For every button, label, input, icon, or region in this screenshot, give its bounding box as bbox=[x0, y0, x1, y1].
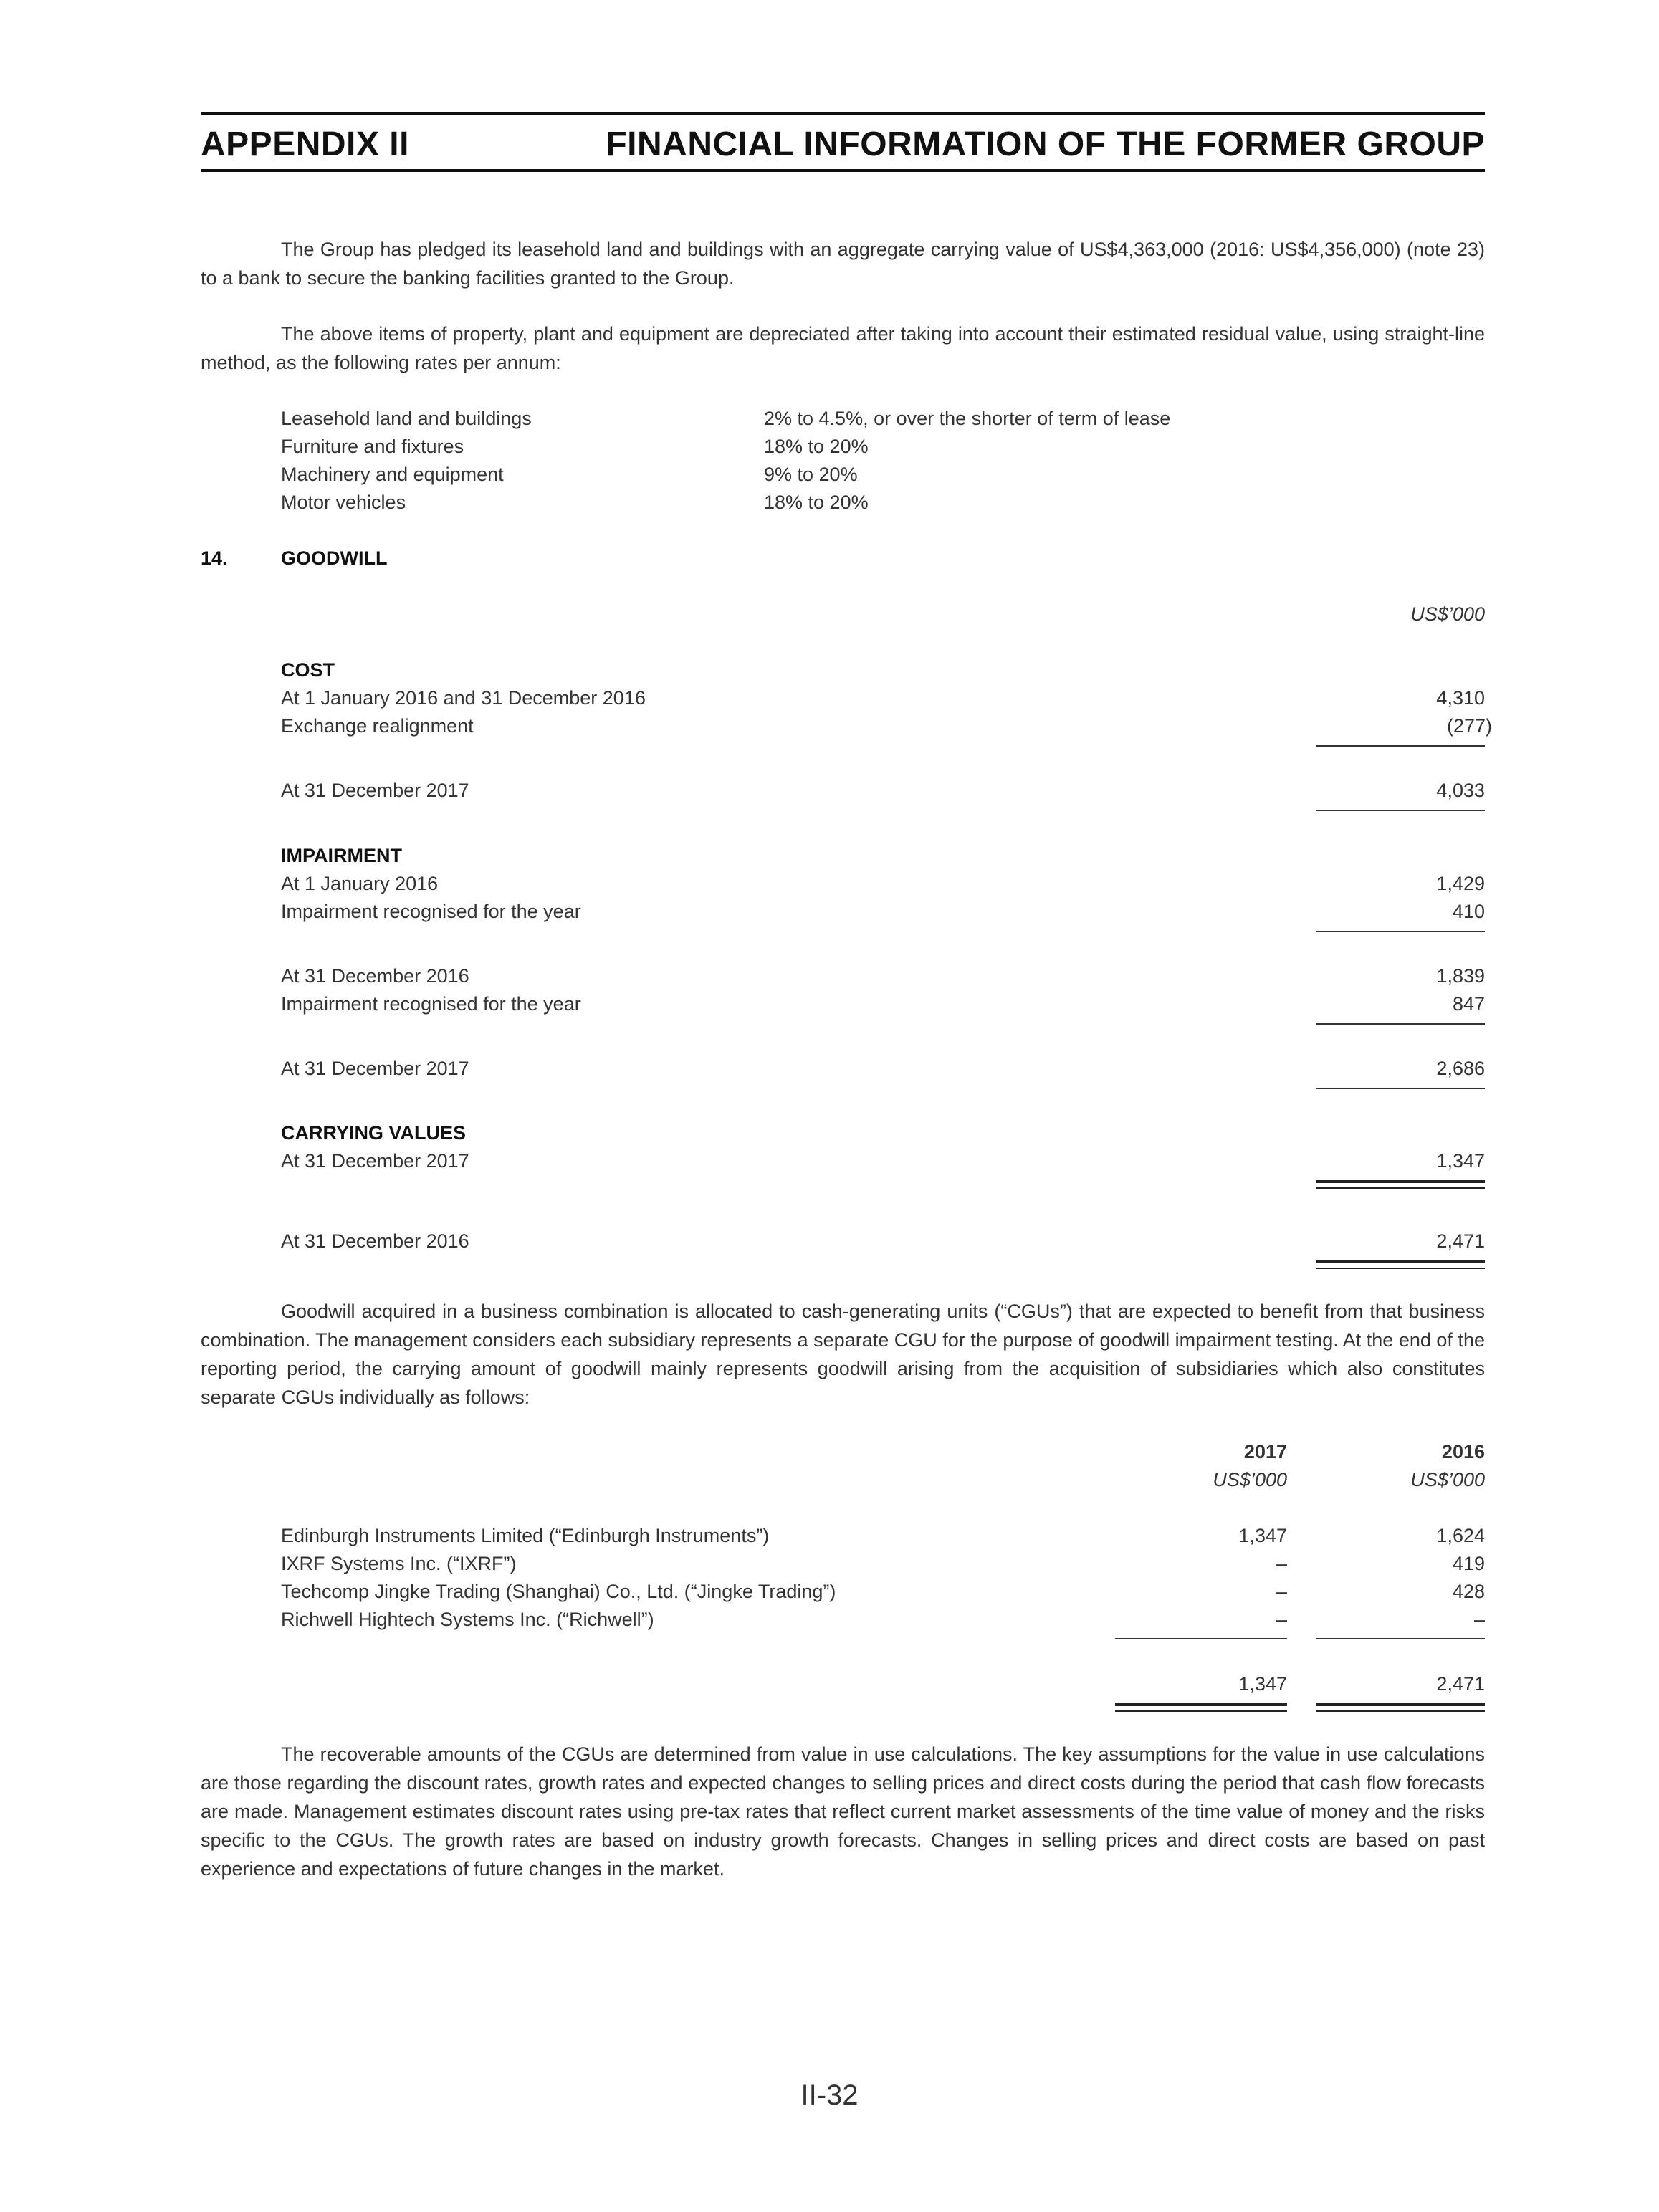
cost-row-value: (277) bbox=[1446, 715, 1492, 737]
cost-row-label: At 1 January 2016 and 31 December 2016 bbox=[281, 687, 646, 709]
subtotal-rule bbox=[1316, 1023, 1485, 1025]
total-double-rule bbox=[1316, 1180, 1485, 1189]
impairment-heading: IMPAIRMENT bbox=[281, 845, 402, 866]
cost-row-label: At 31 December 2017 bbox=[281, 780, 469, 801]
appendix-label: APPENDIX II bbox=[201, 125, 409, 163]
carrying-row-value: 2,471 bbox=[1436, 1230, 1485, 1252]
cgu-value-2017: 1,347 bbox=[1238, 1525, 1287, 1546]
subtotal-rule bbox=[1316, 1088, 1485, 1089]
pledge-paragraph: The Group has pledged its leasehold land and buildings with an aggregate carrying value of US$4,363,000 (2016: US$4,356,000) (note 23) to a bank to secure the banking facilities granted to the Group. bbox=[201, 239, 1485, 289]
cgu-row-label: Edinburgh Instruments Limited (“Edinburgh Instruments”) bbox=[281, 1525, 770, 1546]
cgu-row-label: Richwell Hightech Systems Inc. (“Richwell”) bbox=[281, 1609, 654, 1630]
section-number: 14. bbox=[201, 547, 228, 569]
impairment-row-value: 847 bbox=[1452, 993, 1485, 1015]
impairment-row-value: 1,429 bbox=[1436, 873, 1485, 894]
depreciation-paragraph: The above items of property, plant and equipment are depreciated after taking into account their estimated residual value, using straight-line method, as the following rates per annum: bbox=[201, 323, 1485, 373]
carrying-row-label: At 31 December 2017 bbox=[281, 1150, 469, 1172]
rate-item-label: Leasehold land and buildings bbox=[281, 408, 532, 429]
rate-item-value: 9% to 20% bbox=[764, 464, 858, 485]
carrying-row-label: At 31 December 2016 bbox=[281, 1230, 469, 1252]
subtotal-rule bbox=[1316, 931, 1485, 932]
goodwill-allocation-paragraph: Goodwill acquired in a business combination is allocated to cash-generating units (“CGUs”) that are expected to benefit from that business combination. The management considers each subsidiary represents a separate CGU for the purpose of goodwill impairment testing. At the end of the reporting period, the carrying amount of goodwill mainly represents goodwill arising from the acquisition of subsidiaries which also constitutes separate CGUs individually as follows: bbox=[201, 1301, 1485, 1408]
impairment-row-label: Impairment recognised for the year bbox=[281, 993, 581, 1015]
impairment-row-label: At 31 December 2017 bbox=[281, 1058, 469, 1079]
unit-header-2017: US$’000 bbox=[1213, 1469, 1287, 1490]
cgu-total-2016: 2,471 bbox=[1436, 1673, 1485, 1695]
section-title: GOODWILL bbox=[281, 547, 388, 569]
carrying-row-value: 1,347 bbox=[1436, 1150, 1485, 1172]
impairment-row-value: 1,839 bbox=[1436, 965, 1485, 987]
subtotal-rule bbox=[1316, 745, 1485, 747]
page-number: II-32 bbox=[800, 2079, 859, 2111]
year-header-2017: 2017 bbox=[1243, 1441, 1287, 1462]
impairment-row-value: 2,686 bbox=[1436, 1058, 1485, 1079]
total-double-rule bbox=[1115, 1703, 1287, 1712]
subtotal-rule bbox=[1115, 1638, 1287, 1639]
impairment-row-value: 410 bbox=[1452, 901, 1485, 922]
cgu-value-2016: 428 bbox=[1452, 1581, 1485, 1602]
cost-heading: COST bbox=[281, 659, 335, 681]
cgu-value-2017: – bbox=[1276, 1609, 1287, 1630]
rate-item-label: Furniture and fixtures bbox=[281, 436, 464, 457]
impairment-row-label: Impairment recognised for the year bbox=[281, 901, 581, 922]
cgu-value-2016: 419 bbox=[1452, 1553, 1485, 1574]
cgu-value-2016: 1,624 bbox=[1436, 1525, 1485, 1546]
page-header bbox=[201, 112, 1485, 172]
cgu-row-label: Techcomp Jingke Trading (Shanghai) Co., Ltd. (“Jingke Trading”) bbox=[281, 1581, 836, 1602]
cost-row-value: 4,310 bbox=[1436, 687, 1485, 709]
cgu-value-2016: – bbox=[1473, 1609, 1485, 1630]
rate-item-value: 2% to 4.5%, or over the shorter of term of lease bbox=[764, 408, 1171, 429]
unit-header-2016: US$’000 bbox=[1410, 1469, 1485, 1490]
cgu-value-2017: – bbox=[1276, 1581, 1287, 1602]
cost-row-value: 4,033 bbox=[1436, 780, 1485, 801]
cgu-total-2017: 1,347 bbox=[1238, 1673, 1287, 1695]
appendix-title: FINANCIAL INFORMATION OF THE FORMER GROUP bbox=[606, 125, 1485, 163]
carrying-heading: CARRYING VALUES bbox=[281, 1122, 467, 1144]
subtotal-rule bbox=[1316, 810, 1485, 811]
total-double-rule bbox=[1316, 1703, 1485, 1712]
cgu-value-2017: – bbox=[1276, 1553, 1287, 1574]
rate-item-label: Machinery and equipment bbox=[281, 464, 504, 485]
rate-item-value: 18% to 20% bbox=[764, 436, 869, 457]
total-double-rule bbox=[1316, 1260, 1485, 1269]
cgu-row-label: IXRF Systems Inc. (“IXRF”) bbox=[281, 1553, 517, 1574]
cost-row-label: Exchange realignment bbox=[281, 715, 474, 737]
year-header-2016: 2016 bbox=[1441, 1441, 1485, 1462]
impairment-row-label: At 1 January 2016 bbox=[281, 873, 439, 894]
recoverable-amounts-paragraph: The recoverable amounts of the CGUs are determined from value in use calculations. The key assumptions for the value in use calculations are those regarding the discount rates, growth rates and expected changes to selling prices and direct costs during the period that cash flow forecasts are made. Management estimates discount rates using pre-tax rates that reflect current market assessments of the time value of money and the risks specific to the CGUs. The growth rates are based on industry growth forecasts. Changes in selling prices and direct costs are based on past experience and expectations of future changes in the market. bbox=[201, 1743, 1485, 1880]
unit-label: US$’000 bbox=[1410, 603, 1485, 625]
rate-item-label: Motor vehicles bbox=[281, 492, 406, 513]
rate-item-value: 18% to 20% bbox=[764, 492, 869, 513]
subtotal-rule bbox=[1316, 1638, 1485, 1639]
impairment-row-label: At 31 December 2016 bbox=[281, 965, 469, 987]
